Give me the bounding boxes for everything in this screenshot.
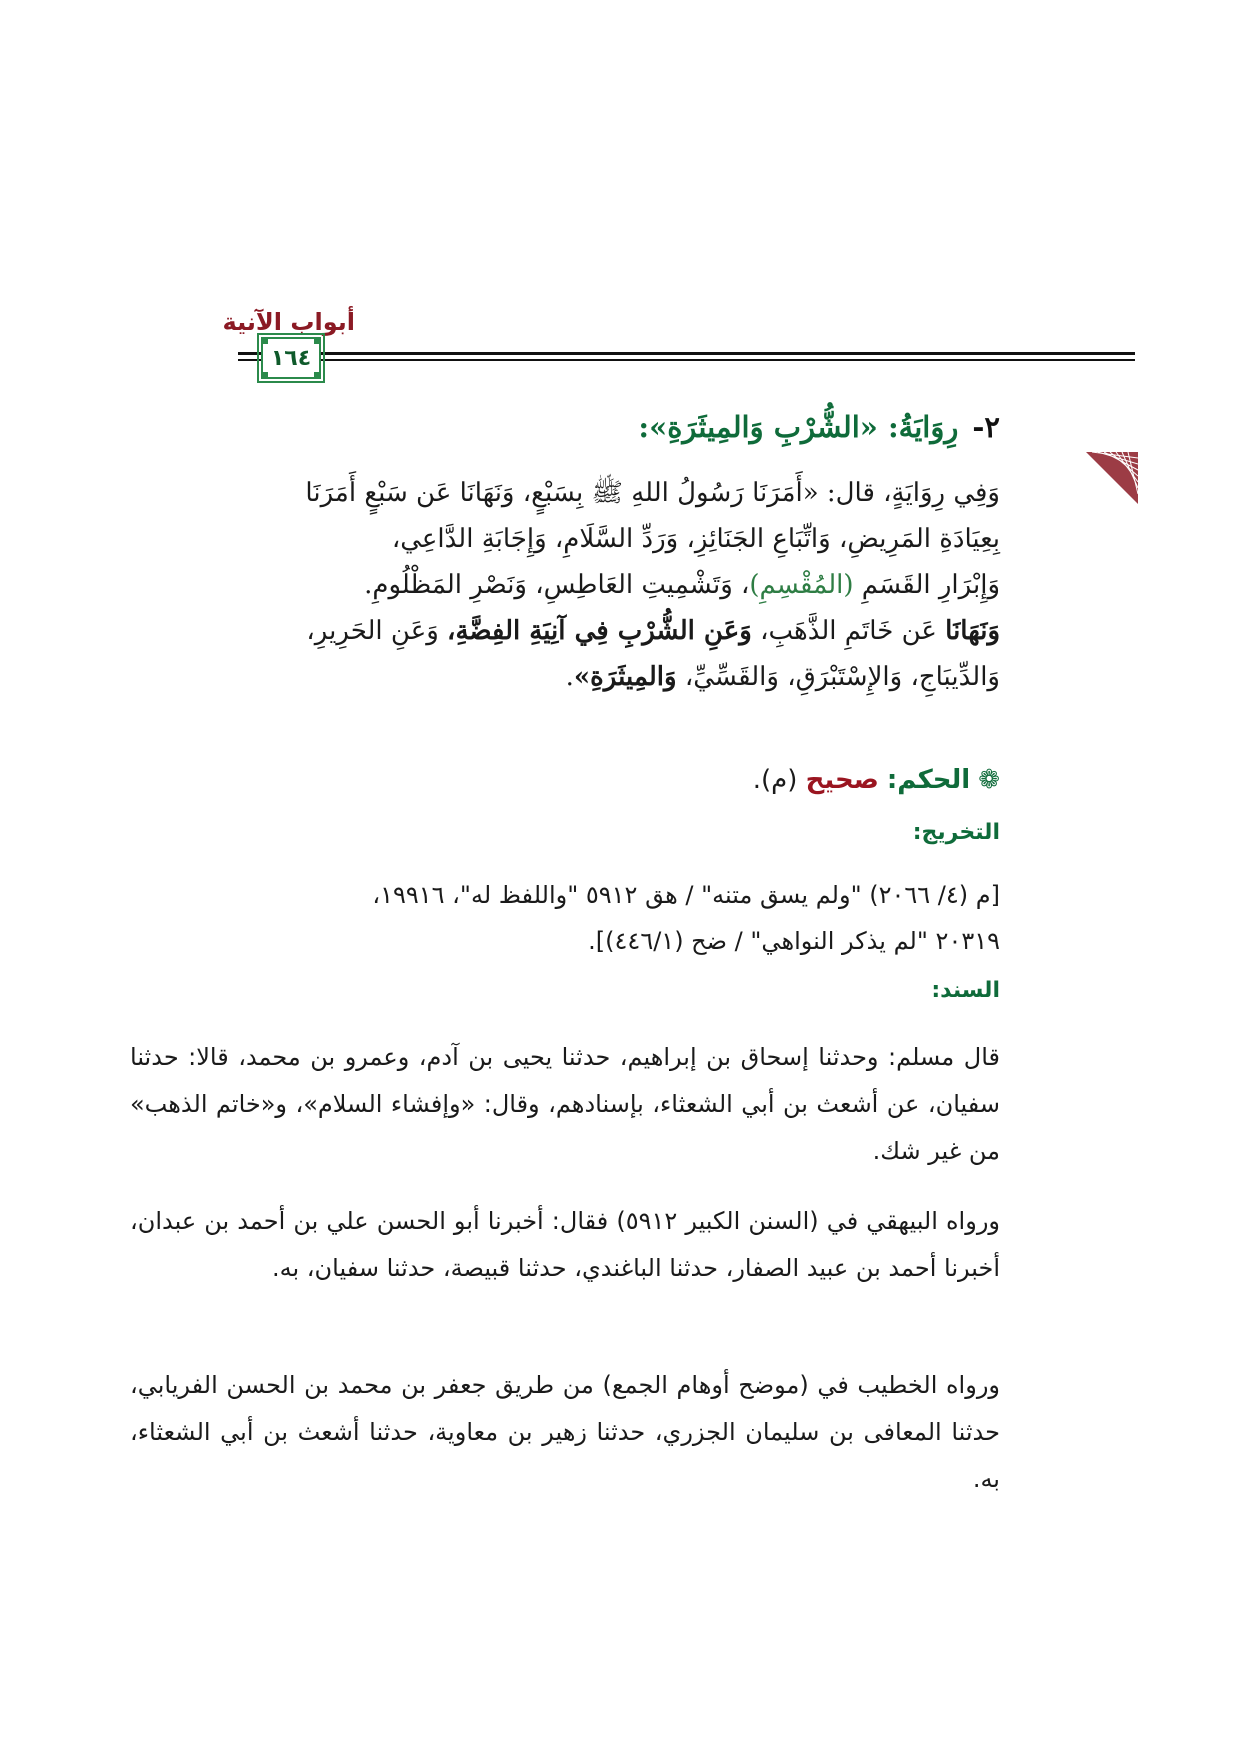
hadith-line: [130, 608, 1000, 654]
hadith-line: [130, 562, 1000, 608]
hadith-fragment: ، وَتَشْمِيتِ العَاطِسِ، وَنَصْرِ المَظْلُومِ.: [364, 570, 750, 600]
page-corner-ornament-icon: [1086, 452, 1138, 504]
ornament-corner-icon: [314, 372, 320, 378]
header-rule-thin: [238, 359, 1135, 361]
hadith-fragment: وَالدِّيبَاجِ، وَالإِسْتَبْرَقِ، وَالقَسِّيِّ،: [684, 662, 1000, 692]
header-rule-thick: [238, 352, 1135, 355]
hadith-emphasis: وَنَهَانَا: [945, 616, 1000, 646]
page-number: ١٦٤: [270, 345, 312, 371]
hadith-line: بِعِيَادَةِ المَرِيضِ، وَاتِّبَاعِ الجَنَائِزِ، وَرَدِّ السَّلَامِ، وَإِجَابَةِ الدَّاعِي،: [391, 524, 1000, 554]
ornament-corner-icon: [262, 372, 268, 378]
ruling-line: [230, 765, 1000, 795]
hadith-text: [130, 470, 1000, 700]
sanad-paragraph: ورواه الخطيب في (موضح أوهام الجمع) من طريق جعفر بن محمد بن الحسن الفريابي، حدثنا المعافى بن سليمان الجزري، حدثنا زهير بن معاوية، حدثنا أشعث بن أبي الشعثاء، به.: [130, 1371, 1000, 1493]
sanad-paragraph: ورواه البيهقي في (السنن الكبير ٥٩١٢) فقال: أخبرنا أبو الحسن علي بن أحمد بن عبدان، أخبرنا أحمد بن عبيد الصفار، حدثنا الباغندي، حدثنا قبيصة، حدثنا سفيان، به.: [130, 1207, 1000, 1282]
hadith-line: [130, 654, 1000, 700]
ruling-source: (م).: [752, 765, 798, 795]
hadith-line: وَفِي رِوَايَةٍ، قال: «أَمَرَنَا رَسُولُ اللهِ ﷺ بِسَبْعٍ، وَنَهَانَا عَن سَبْعٍ أَمَرَنَا: [305, 478, 1000, 508]
hadith-variant-note: (المُقْسِمِ): [749, 570, 854, 600]
hadith-emphasis: وَعَنِ الشُّرْبِ فِي آنِيَةِ الفِضَّةِ،: [447, 616, 752, 646]
takhrij-line: [م (٤/ ٢٠٦٦) "ولم يسق متنه" / هق ٥٩١٢ "واللفظ له"، ١٩٩١٦،: [372, 881, 1000, 909]
page-number-box: [261, 337, 321, 379]
running-title: أبواب الآنية: [222, 308, 355, 336]
hadith-emphasis: وَالمِيثَرَةِ»: [573, 662, 677, 692]
takhrij-line: ٢٠٣١٩ "لم يذكر النواهي" / ضح (٤٤٦/١)].: [588, 927, 1000, 955]
flower-ornament-icon: ❁: [978, 765, 1000, 795]
hadith-fragment: عَن خَاتَمِ الذَّهَبِ،: [760, 616, 937, 646]
sanad-heading: السند:: [931, 978, 1000, 1003]
section-title: رِوَايَةُ: «الشُّرْبِ وَالمِيثَرَةِ»:: [638, 410, 959, 444]
takhrij-text: [130, 872, 1000, 964]
section-heading: [230, 410, 1000, 444]
section-number: ٢-: [972, 410, 1000, 444]
ornament-corner-icon: [314, 338, 320, 344]
takhrij-heading: التخريج:: [912, 820, 1000, 845]
hadith-fragment: وَإِبْرَارِ القَسَمِ: [861, 570, 1000, 600]
ruling-value: صحيح: [805, 765, 879, 795]
sanad-paragraph: قال مسلم: وحدثنا إسحاق بن إبراهيم، حدثنا يحيى بن آدم، وعمرو بن محمد، قالا: حدثنا سفيان، عن أشعث بن أبي الشعثاء، بإسنادهم، وقال: «وإفشاء السلام»، و«خاتم الذهب» من غير شك.: [130, 1043, 1000, 1165]
ruling-label: الحكم:: [886, 765, 971, 795]
hadith-fragment: .: [565, 662, 574, 692]
hadith-fragment: وَعَنِ الحَرِيرِ،: [306, 616, 439, 646]
ornament-corner-icon: [262, 338, 268, 344]
